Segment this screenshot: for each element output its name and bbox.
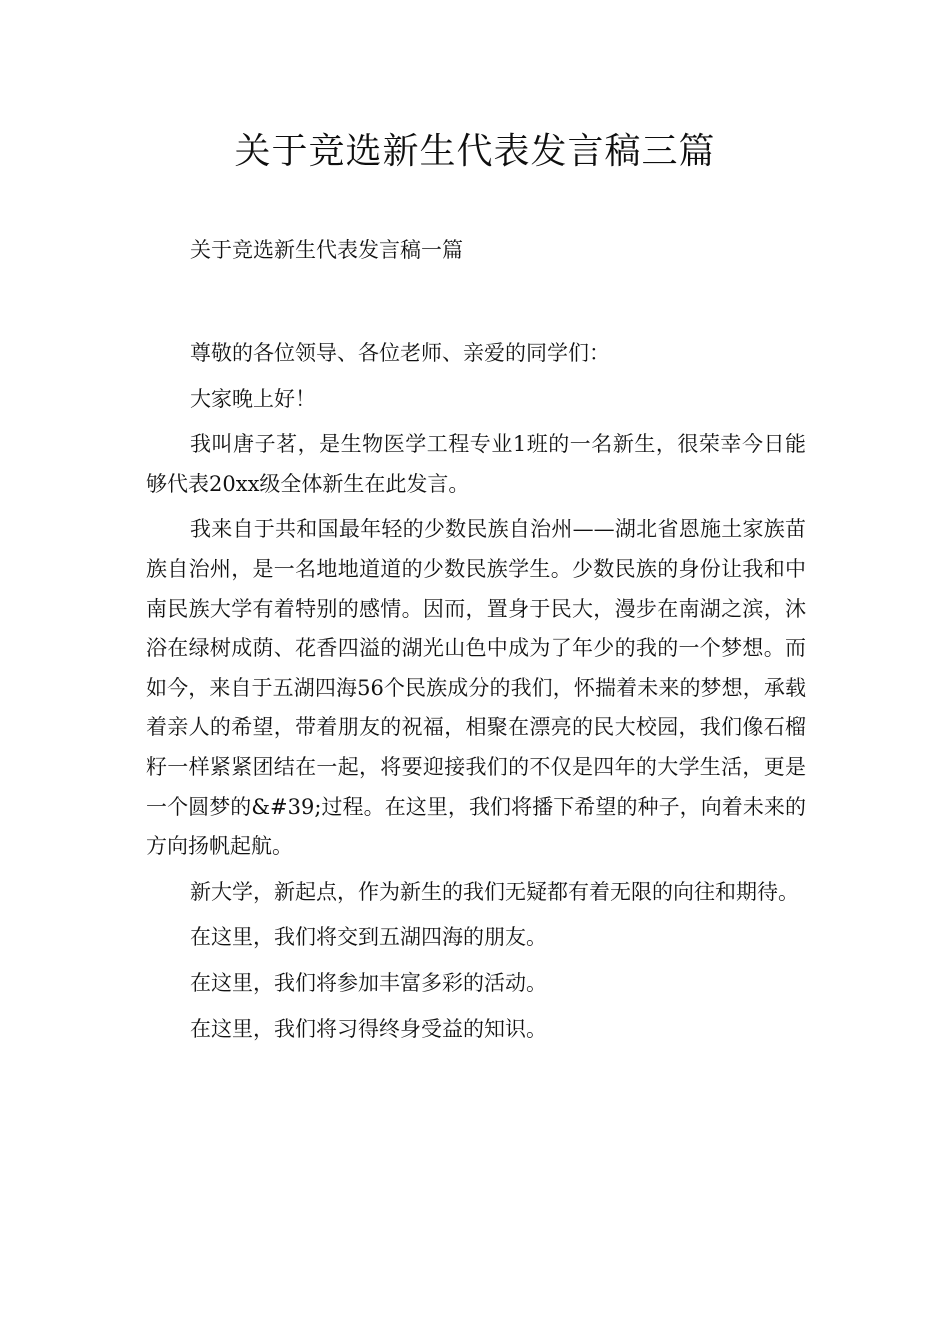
body-paragraph: 我叫唐子茗，是生物医学工程专业1班的一名新生，很荣幸今日能够代表20xx级全体新生在此发言。 <box>146 432 806 496</box>
greeting-paragraph: 大家晚上好！ <box>190 386 316 411</box>
body-paragraph: 新大学，新起点，作为新生的我们无疑都有着无限的向往和期待。 <box>190 879 799 904</box>
body-paragraph: 在这里，我们将参加丰富多彩的活动。 <box>190 970 547 995</box>
document-body <box>146 334 806 1055</box>
document-title: 关于竞选新生代表发言稿三篇 <box>234 131 716 172</box>
salutation-paragraph: 尊敬的各位领导、各位老师、亲爱的同学们： <box>190 341 610 365</box>
section-heading: 关于竞选新生代表发言稿一篇 <box>190 238 463 262</box>
body-paragraph: 在这里，我们将交到五湖四海的朋友。 <box>190 925 547 950</box>
body-paragraph: 在这里，我们将习得终身受益的知识。 <box>190 1016 547 1041</box>
body-paragraph: 我来自于共和国最年轻的少数民族自治州——湖北省恩施土家族苗族自治州，是一名地地道道的少数民族学生。少数民族的身份让我和中南民族大学有着特别的感情。因而，置身于民大，漫步在南湖之滨，沐浴在绿树成荫、花香四溢的湖光山色中成为了年少的我的一个梦想。而如今，来自于五湖四海56个民族成分的我们，怀揣着未来的梦想，承载着亲人的希望，带着朋友的祝福，相聚在漂亮的民大校园，我们像石榴籽一样紧紧团结在一起，将要迎接我们的不仅是四年的大学生活，更是一个圆梦的&#39;过程。在这里，我们将播下希望的种子，向着未来的方向扬帆起航。 <box>146 517 806 859</box>
